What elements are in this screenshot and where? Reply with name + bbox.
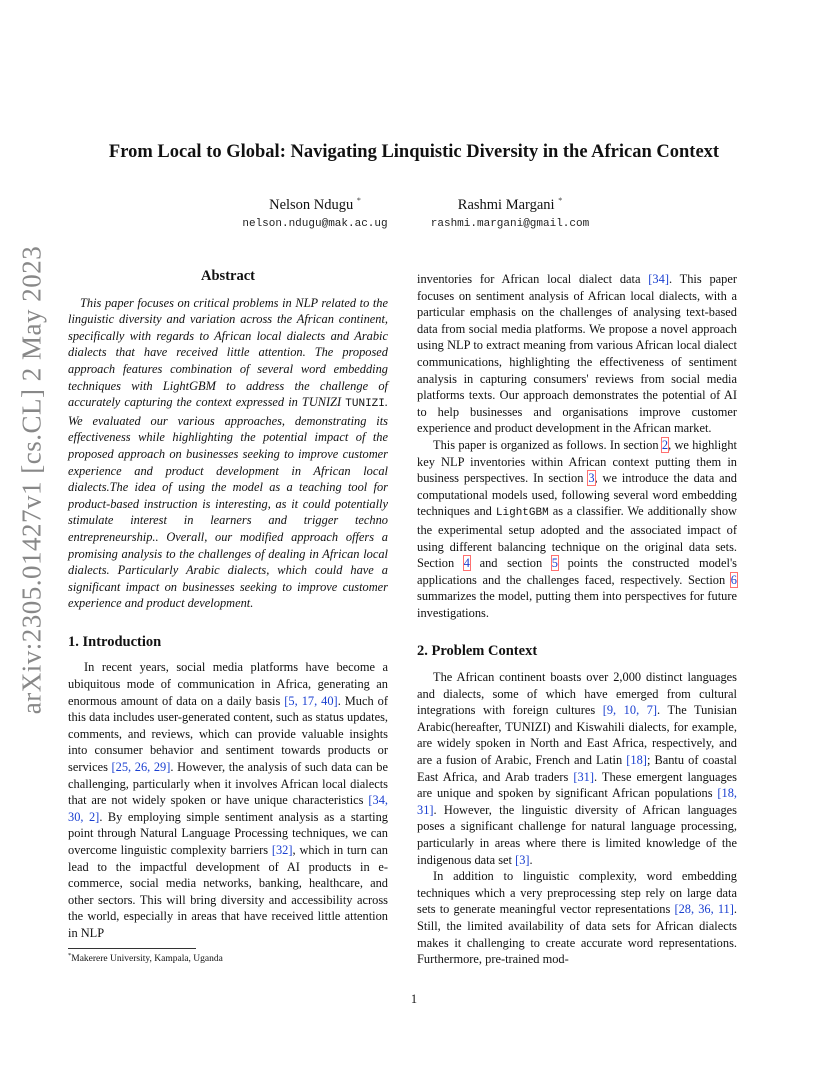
citation-link[interactable]: [25, 26, 29] <box>111 760 171 775</box>
author-email[interactable]: nelson.ndugu@mak.ac.ug <box>242 217 388 230</box>
paper-title: From Local to Global: Navigating Linquistic Diversity in the African Context <box>108 142 720 162</box>
citation-link[interactable]: [9, 10, 7] <box>602 703 658 718</box>
footnote-text: Makerere University, Kampala, Uganda <box>71 954 223 965</box>
author-name: Nelson Ndugu <box>269 196 354 213</box>
problem-paragraph-1: The African continent boasts over 2,000 distinct languages and dialects, some of which have emerged from cultural integrations with foreign cultures [9, 10, 7]. The Tunisian Arabic(hereafter, TUNIZI) and Kiswahili dialects, for example, are widely spoken in North and East Africa, respectively, and are a fusion of Arabic, French and Latin [18]; Bantu of coastal East Africa, and Arab traders [31]. These emergent languages are unique and spoken by significant African populations [18, 31]. However, the linguistic diversity of African languages poses a significant challenge for natural language processing, particularly in areas where there is limited knowledge of the indigenous data set [3]. <box>417 670 737 867</box>
author-mark: * <box>356 196 361 205</box>
section-ref-link[interactable]: 4 <box>463 556 470 571</box>
organization-paragraph: This paper is organized as follows. In section 2, we highlight key NLP inventories within African context putting them in business perspectives. In section 3, we introduce the data and computational models used, following several word embedding techniques and LightGBM as a classifier. We additionally show the experimental setup adopted and the associated impact of using different balancing technique on the original data sets. Section 4 and section 5 points the constructed model's applications and the challenges faced, respectively. Section 6 summarizes the model, putting them into perspectives for future investigations. <box>417 437 737 620</box>
citation-link[interactable]: [5, 17, 40] <box>284 693 338 708</box>
page-number: 1 <box>410 992 418 1006</box>
section-ref-link[interactable]: 6 <box>730 572 737 587</box>
author-mark: * <box>558 196 563 205</box>
citation-link[interactable]: [34] <box>648 272 669 286</box>
intro-paragraph-continued: inventories for African local dialect data [34]. This paper focuses on sentiment analysis of African local dialects, with a particular emphasis on the challenges of analysing text-based data from social media platforms. We propose a novel approach using NLP to extract meaning from various African local dialect communications, highlighting the effectiveness of sentiment analysis in capturing consumers' reviews from social media platforms texts. Our approach demonstrates the potential of AI to help businesses and organisations improve customer experience and product development in the African market. <box>417 272 738 436</box>
tunizi-mono: TUNIZI <box>345 398 385 411</box>
section-ref-link[interactable]: 5 <box>551 556 558 571</box>
section-heading-introduction: 1. Introduction <box>68 633 162 650</box>
section-ref-link[interactable]: 2 <box>661 437 669 452</box>
author-block-1 <box>200 196 430 230</box>
citation-link[interactable]: [31] <box>573 769 594 784</box>
section-heading-problem-context: 2. Problem Context <box>417 643 538 660</box>
left-column <box>68 268 388 942</box>
lightgbm-mono: LightGBM <box>495 507 549 520</box>
right-column <box>417 271 737 968</box>
footnote-mark: * <box>68 952 72 959</box>
citation-link[interactable]: [32] <box>271 843 293 857</box>
section-ref-link[interactable]: 3 <box>588 471 595 486</box>
arxiv-stamp: arXiv:2305.01427v1 [cs.CL] 2 May 2023 <box>16 245 47 715</box>
author-block-2 <box>405 196 615 230</box>
problem-paragraph-2: In addition to linguistic complexity, word embedding techniques which a very preprocessing step rely on large data sets to generate meaningful vector representations [28, 36, 11]. Still, the limited availability of data sets for African dialects makes it challenging to create accurate word representations. Furthermore, pre-trained mod- <box>417 869 737 967</box>
citation-link[interactable]: [28, 36, 11] <box>674 902 734 917</box>
footnote-rule <box>68 948 196 949</box>
citation-link[interactable]: [18] <box>626 753 647 768</box>
abstract-text: This paper focuses on critical problems in NLP related to the linguistic diversity and variation across the African continent, specifically with regards to African local dialects and Arabic dialects that have received little attention. The proposed approach features combination of several word embedding techniques with LightGBM to address the challenge of accurately capturing the context expressed in TUNIZI TUNIZI. We evaluated our various approaches, demonstrating its effectiveness while highlighting the potential impact of the proposed approach on businesses seeking to improve customer experience and product development in African local dialects.The idea of using the model as a teaching tool for product-based instruction is interesting, as it could potentially stimulate interest in learners and trigger techno entrepreneurship.. Overall, our modified approach offers a promising analysis to the challenges of dealing in African local dialects. Particularly Arabic dialects, which could have a significant impact on businesses seeking to improve customer experience and product development. <box>68 295 388 611</box>
intro-paragraph: In recent years, social media platforms have become a ubiquitous mode of communication in Africa, generating an enormous amount of data on a daily basis [5, 17, 40]. Much of this data includes user-generated content, such as status updates, comments, and reviews, which can provide valuable insights into consumer behavior and sentiment towards products or services [25, 26, 29]. However, the analysis of such data can be challenging, particularly when it involves African local dialects that are not widely spoken or have unique characteristics [34, 30, 2]. By employing simple sentiment analysis as a starting point through Natural Language Processing techniques, we can overcome linguistic complexity barriers [32], which in turn can lead to the impactful development of AI products in e-commerce, social media networks, banking, healthcare, and other sectors. This will bring diversity and accessibility across the world, especially in areas that have received little attention in NLP <box>68 660 388 940</box>
footnote <box>68 952 223 964</box>
author-email[interactable]: rashmi.margani@gmail.com <box>430 217 590 230</box>
citation-link[interactable]: [18, 31] <box>417 786 737 817</box>
citation-link[interactable]: [34, 30, 2] <box>68 793 388 824</box>
abstract-heading: Abstract <box>201 268 255 284</box>
citation-link[interactable]: [3] <box>515 852 530 867</box>
author-name: Rashmi Margani <box>457 196 555 213</box>
